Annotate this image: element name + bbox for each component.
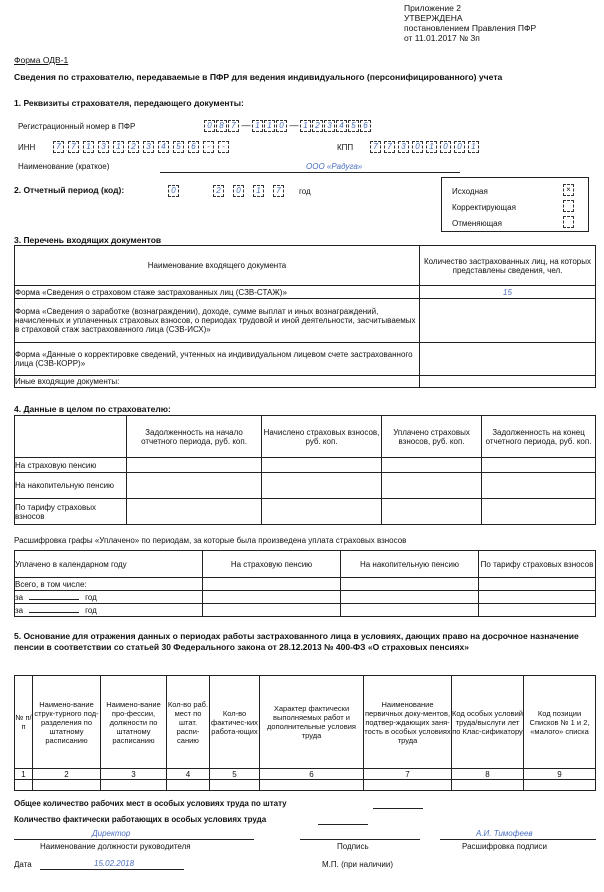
inn-digit-cell[interactable]: 3	[143, 141, 154, 153]
short-name-label: Наименование (краткое)	[18, 162, 110, 171]
doc-count[interactable]	[420, 299, 596, 343]
type-original-label: Исходная	[452, 187, 488, 196]
signature-label: Подпись	[337, 842, 369, 851]
amount-cell[interactable]	[127, 458, 262, 473]
table-row	[15, 286, 596, 299]
reg-digit-cell[interactable]: 8	[216, 120, 227, 132]
doc-name: Форма «Сведения о страховом стаже застрахованных лиц (СЗВ-СТАЖ)»	[15, 286, 420, 299]
kpp-digit-cell[interactable]: 3	[398, 141, 409, 153]
doc-name: Форма «Сведения о заработке (вознаграждении), доходе, сумме выплат и иных вознаграждений, начисленных и уплаченных страховых взносов, о периодах трудовой и иной деятельности, засчитываемых в страховой стаж застрахованного лица (СЗВ-ИСХ)»	[15, 299, 420, 343]
insurer-totals-table	[14, 415, 596, 525]
table-row	[15, 299, 596, 343]
type-corrective-label: Корректирующая	[452, 203, 516, 212]
row-label: По тарифу страховых взносов	[15, 499, 127, 525]
amount-cell[interactable]	[203, 578, 341, 591]
column-number: 2	[33, 769, 101, 780]
reg-digit-cell[interactable]: 6	[360, 120, 371, 132]
amount-cell[interactable]	[382, 499, 482, 525]
short-name-value[interactable]: ООО «Радуга»	[306, 162, 363, 171]
separator-dash: —	[289, 120, 299, 130]
inn-digit-cell[interactable]: 1	[83, 141, 94, 153]
amount-cell[interactable]	[127, 499, 262, 525]
year-label: год	[299, 187, 311, 196]
doc-name: Форма «Данные о корректировке сведений, учтенных на индивидуальном лицевом счете застрахованного лица (СЗВ-КОРР)»	[15, 343, 420, 376]
reg-digit-cell[interactable]: 7	[228, 120, 239, 132]
total-places-blank[interactable]	[373, 808, 423, 809]
column-number: 1	[15, 769, 33, 780]
reg-digit-cell[interactable]: 5	[348, 120, 359, 132]
year-blank[interactable]	[29, 599, 79, 600]
amount-cell[interactable]	[127, 473, 262, 499]
col-staff-places: Кол-во раб. мест по штат. распи-санию	[167, 676, 210, 769]
reg-digit-cell[interactable]: 1	[252, 120, 263, 132]
kpp-digit-cell[interactable]: 7	[370, 141, 381, 153]
table-row	[15, 343, 596, 376]
reg-digit-cell[interactable]: 3	[324, 120, 335, 132]
type-corrective-checkbox[interactable]	[563, 200, 574, 212]
doc-name: Иные входящие документы:	[15, 376, 420, 388]
amount-cell[interactable]	[382, 473, 482, 499]
amount-cell[interactable]	[482, 473, 596, 499]
short-name-underline	[160, 172, 460, 173]
approval-line: УТВЕРЖДЕНА	[404, 13, 463, 23]
amount-cell[interactable]	[262, 458, 382, 473]
row-label: На страховую пенсию	[15, 458, 127, 473]
data-cell[interactable]	[452, 780, 524, 791]
position-label: Наименование должности руководителя	[40, 842, 191, 851]
column-number: 9	[524, 769, 596, 780]
special-conditions-table	[14, 675, 596, 791]
col-profession: Наимено-вание про-фессии, должности по штатному расписанию	[101, 676, 167, 769]
inn-digit-cell[interactable]: 3	[98, 141, 109, 153]
document-title: Сведения по страхователю, передаваемые в ПФР для ведения индивидуального (персонифицированного) учета	[14, 72, 503, 82]
submission-type-box	[441, 177, 589, 232]
position-underline	[14, 839, 254, 840]
amount-cell[interactable]	[479, 604, 596, 617]
amount-cell[interactable]	[203, 591, 341, 604]
col-tariff: По тарифу страховых взносов	[479, 551, 596, 578]
year-digit-cell[interactable]: 2	[213, 185, 224, 197]
type-cancel-checkbox[interactable]	[563, 216, 574, 228]
inn-digit-cell[interactable]: 5	[173, 141, 184, 153]
actual-workers-label: Количество фактически работающих в особых условиях труда	[14, 815, 267, 824]
col-actual-workers: Кол-во фактичес-ких работа-ющих	[210, 676, 260, 769]
date-underline	[40, 869, 184, 870]
data-cell[interactable]	[15, 780, 33, 791]
data-cell[interactable]	[260, 780, 364, 791]
date-label: Дата	[14, 860, 32, 869]
data-cell[interactable]	[167, 780, 210, 791]
year-digit-cell[interactable]: 7	[273, 185, 284, 197]
amount-cell[interactable]	[479, 578, 596, 591]
breakdown-caption: Расшифровка графы «Уплачено» по периодам, за которые была произведена уплата страховых взносов	[14, 536, 407, 545]
col-debt-end: Задолженность на конец отчетного периода, руб. коп.	[482, 416, 596, 458]
amount-cell[interactable]	[262, 499, 382, 525]
table-row	[15, 604, 596, 617]
stamp-label: М.П. (при наличии)	[322, 860, 393, 869]
name-value[interactable]: А.И. Тимофеев	[476, 829, 533, 838]
col-paid: Уплачено страховых взносов, руб. коп.	[382, 416, 482, 458]
corner-cell	[15, 416, 127, 458]
kpp-label: КПП	[337, 143, 354, 152]
data-cell[interactable]	[33, 780, 101, 791]
col-insurance-pension: На страховую пенсию	[203, 551, 341, 578]
year-digit-cell[interactable]: 1	[253, 185, 264, 197]
approval-line: постановлением Правления ПФР	[404, 23, 537, 33]
col-accrued: Начислено страховых взносов, руб. коп.	[262, 416, 382, 458]
name-underline	[440, 839, 596, 840]
inn-digit-cell[interactable]: 7	[68, 141, 79, 153]
inn-digit-cell[interactable]: -	[203, 141, 214, 153]
year-digit-cell[interactable]: 0	[233, 185, 244, 197]
column-number: 7	[364, 769, 452, 780]
data-cell[interactable]	[364, 780, 452, 791]
col-work-nature: Характер фактически выполняемых работ и дополнительные условия труда	[260, 676, 364, 769]
year-word: год	[85, 605, 97, 615]
section-4-heading: 4. Данные в целом по страхователю:	[14, 404, 171, 414]
table-row	[15, 376, 596, 388]
reg-digit-cell[interactable]: 0	[276, 120, 287, 132]
form-name: Форма ОДВ-1	[14, 55, 69, 65]
position-value[interactable]: Директор	[92, 829, 131, 838]
kpp-digit-cell[interactable]: 0	[454, 141, 465, 153]
reg-digit-cell[interactable]: 0	[204, 120, 215, 132]
table-row	[15, 578, 596, 591]
table-row	[15, 591, 596, 604]
inn-digit-cell[interactable]: -	[218, 141, 229, 153]
type-original-checkbox[interactable]: ×	[563, 184, 574, 196]
type-cancel-label: Отменяющая	[452, 219, 502, 228]
reg-digit-cell[interactable]: 1	[264, 120, 275, 132]
row-label: На накопительную пенсию	[15, 473, 127, 499]
paid-breakdown-table	[14, 550, 596, 617]
kpp-digit-cell[interactable]: 1	[426, 141, 437, 153]
column-number: 3	[101, 769, 167, 780]
doc-count[interactable]	[420, 376, 596, 388]
amount-cell[interactable]	[262, 473, 382, 499]
inn-digit-cell[interactable]: 2	[128, 141, 139, 153]
section-5-heading: 5. Основание для отражения данных о периодах работы застрахованного лица в условиях, дающих право на досрочное назначение пенсии в соответствии со статьей 30 Федерального закона от 28.12.2013 № 400-ФЗ «О страховых пенсиях»	[14, 631, 579, 652]
date-value[interactable]: 15.02.2018	[94, 859, 135, 868]
amount-cell[interactable]	[382, 458, 482, 473]
approval-line: Приложение 2	[404, 3, 461, 13]
approval-line: от 11.01.2017 № 3п	[404, 33, 480, 43]
table-row	[15, 780, 596, 791]
kpp-digit-cell[interactable]: 0	[412, 141, 423, 153]
year-blank[interactable]	[29, 612, 79, 613]
row-label: Всего, в том числе:	[15, 578, 203, 591]
amount-cell[interactable]	[341, 578, 479, 591]
inn-label: ИНН	[18, 143, 36, 152]
col-doc-name: Наименование входящего документа	[15, 246, 420, 286]
section-3-heading: 3. Перечень входящих документов	[14, 235, 162, 245]
inn-digit-cell[interactable]: 6	[188, 141, 199, 153]
doc-count[interactable]	[420, 343, 596, 376]
col-list-position-code: Код позиции Списков № 1 и 2, «малого» списка	[524, 676, 596, 769]
column-number: 5	[210, 769, 260, 780]
reg-digit-cell[interactable]: 4	[336, 120, 347, 132]
period-code-digit-cell[interactable]: 0	[168, 185, 179, 197]
kpp-digit-cell[interactable]: 1	[468, 141, 479, 153]
col-subdivision: Наимено-вание струк-турного под-разделения по штатному расписанию	[33, 676, 101, 769]
reg-number-label: Регистрационный номер в ПФР	[18, 122, 136, 131]
signature-underline[interactable]	[300, 839, 420, 840]
inn-digit-cell[interactable]: 7	[53, 141, 64, 153]
col-debt-start: Задолженность на начало отчетного периода, руб. коп.	[127, 416, 262, 458]
name-label: Расшифровка подписи	[462, 842, 548, 851]
kpp-digit-cell[interactable]: 7	[384, 141, 395, 153]
data-cell[interactable]	[210, 780, 260, 791]
year-word: год	[85, 592, 97, 602]
row-label: за	[15, 605, 24, 615]
table-row	[15, 473, 596, 499]
doc-count[interactable]: 15	[420, 286, 596, 299]
column-number: 4	[167, 769, 210, 780]
column-number: 8	[452, 769, 524, 780]
amount-cell[interactable]	[482, 458, 596, 473]
amount-cell[interactable]	[341, 604, 479, 617]
col-person-count: Количество застрахованных лиц, на которых представлены сведения, чел.	[420, 246, 596, 286]
col-condition-code: Код особых условий труда/выслуги лет по Клас-сификатору	[452, 676, 524, 769]
row-label: за	[15, 592, 24, 602]
table-row	[15, 458, 596, 473]
inn-digit-cell[interactable]: 4	[158, 141, 169, 153]
actual-workers-blank[interactable]	[318, 824, 368, 825]
column-number: 6	[260, 769, 364, 780]
section-2-heading: 2. Отчетный период (код):	[14, 185, 125, 195]
total-places-label: Общее количество рабочих мест в особых условиях труда по штату	[14, 799, 287, 808]
col-funded-pension: На накопительную пенсию	[341, 551, 479, 578]
table-row	[15, 499, 596, 525]
col-paid-year: Уплачено в календарном году	[15, 551, 203, 578]
data-cell[interactable]	[101, 780, 167, 791]
approval-header	[404, 3, 536, 43]
reg-digit-cell[interactable]: 2	[312, 120, 323, 132]
col-primary-docs: Наименование первичных доку-ментов, подтвер-ждающих заня-тость в особых условиях труда	[364, 676, 452, 769]
amount-cell[interactable]	[482, 499, 596, 525]
amount-cell[interactable]	[341, 591, 479, 604]
separator-dash: —	[241, 120, 251, 130]
data-cell[interactable]	[524, 780, 596, 791]
inn-digit-cell[interactable]: 1	[113, 141, 124, 153]
col-num: № п/п	[15, 676, 33, 769]
amount-cell[interactable]	[203, 604, 341, 617]
kpp-digit-cell[interactable]: 0	[440, 141, 451, 153]
reg-digit-cell[interactable]: 1	[300, 120, 311, 132]
column-numbers-row	[15, 769, 596, 780]
section-1-heading: 1. Реквизиты страхователя, передающего документы:	[14, 98, 244, 108]
input-documents-table	[14, 245, 596, 388]
amount-cell[interactable]	[479, 591, 596, 604]
